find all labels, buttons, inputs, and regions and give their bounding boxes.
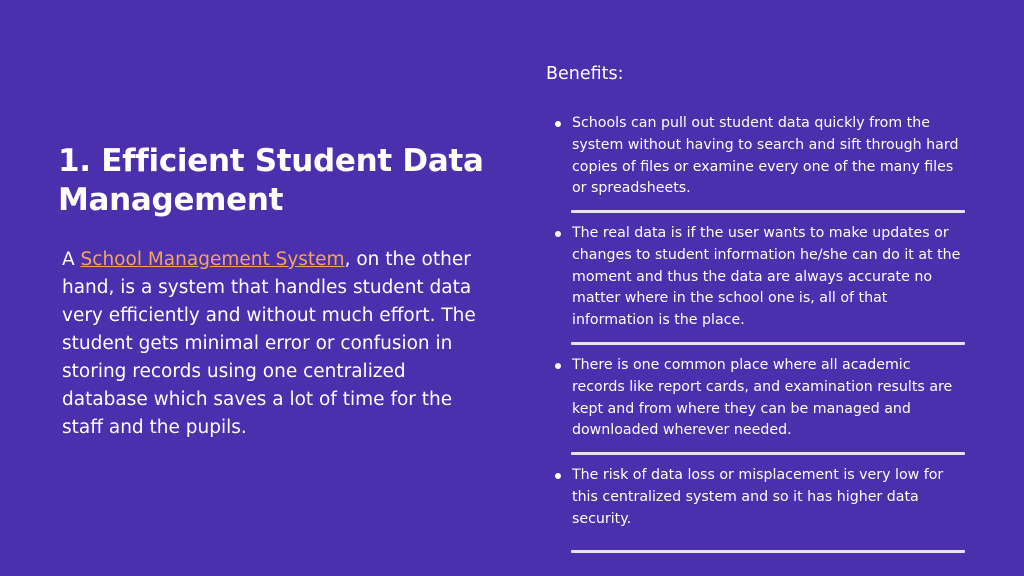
benefits-title: Benefits:	[546, 64, 624, 84]
section-heading: 1. Efficient Student Data Management	[58, 143, 484, 218]
benefit-text: There is one common place where all academic records like report cards, and examination results are kept and from where they can be managed and downloaded wherever needed.	[572, 357, 953, 439]
divider	[571, 452, 965, 455]
benefit-item	[555, 465, 967, 531]
benefit-item	[555, 113, 967, 201]
body-suffix: , on the other hand, is a system that handles student data very efficiently and without much effort. The student gets minimal error or confusion in storing records using one centralized database which saves a lot of time for the staff and the pupils.	[62, 249, 476, 438]
body-prefix: A	[62, 249, 81, 270]
benefit-item	[555, 223, 967, 333]
benefit-text: The real data is if the user wants to make updates or changes to student information he/she can do it at the moment and thus the data are always accurate no matter where in the school one is, all of that information is the place.	[572, 225, 961, 329]
bullet-icon	[555, 473, 561, 479]
school-management-system-link[interactable]: School Management System	[80, 249, 345, 270]
benefit-item	[555, 355, 967, 443]
bullet-icon	[555, 363, 561, 369]
benefits-list	[555, 113, 967, 553]
divider	[571, 550, 965, 553]
left-column	[58, 142, 508, 220]
bullet-icon	[555, 121, 561, 127]
body-paragraph	[62, 246, 487, 442]
benefit-text: The risk of data loss or misplacement is very low for this centralized system and so it has higher data security.	[572, 467, 944, 527]
benefit-text: Schools can pull out student data quickly from the system without having to search and sift through hard copies of files or examine every one of the many files or spreadsheets.	[572, 115, 959, 197]
divider	[571, 342, 965, 345]
bullet-icon	[555, 231, 561, 237]
divider	[571, 210, 965, 213]
